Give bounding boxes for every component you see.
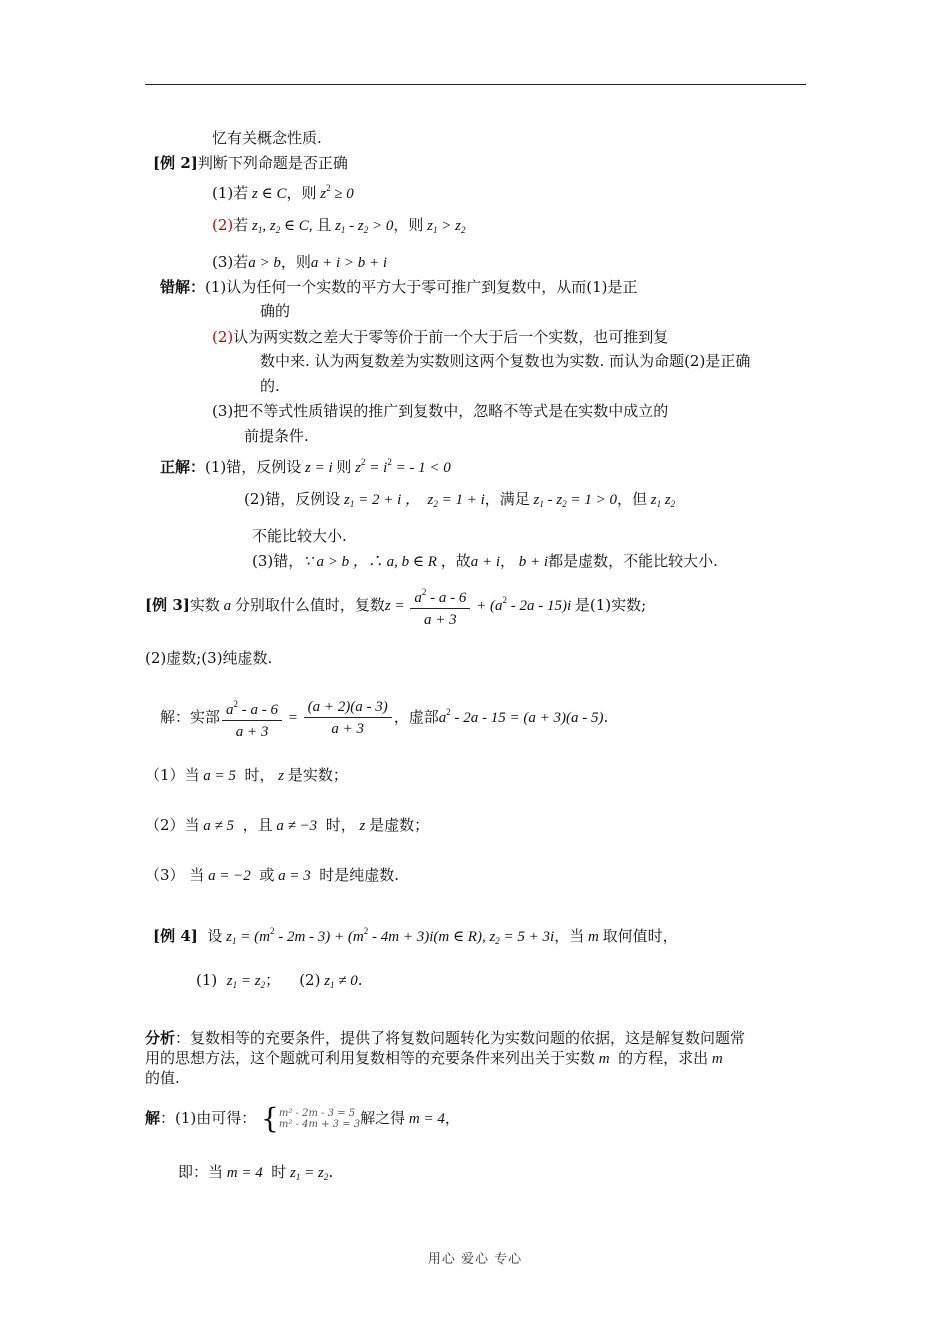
wrong-solution-1: 错解：(1)认为任何一个实数的平方大于零可推广到复数中，从而(1)是正 bbox=[160, 278, 638, 296]
wrong-solution-3: (3)把不等式性质错误的推广到复数中，忽略不等式是在实数中成立的 bbox=[212, 402, 669, 420]
wrong-solution-2: (2)认为两实数之差大于零等价于前一个大于后一个实数，也可推到复 bbox=[212, 328, 669, 346]
example-4-conclusion: 即：当 m = 4 时 $z_1 = z_2$. bbox=[178, 1163, 334, 1182]
page-footer: 用心 爱心 专心 bbox=[427, 1252, 523, 1267]
line-recall: 忆有关概念性质. bbox=[212, 129, 322, 147]
example-3-heading: [例 3]实数 a 分别取什么值时，复数z = $\frac{a^2 - a - 6}{a + 3}$ + $(a^2 - 2a - 15)i$ 是(1)实数; bbox=[145, 578, 646, 631]
example-3-solution: 解：实部 $\frac{a^2 - a - 6}{a + 3}$ = $\frac{(a + 2)(a - 3)}{a + 3}$ ，虚部$a^2 - 2a - 15 = (a + 3)(a - 5)$. bbox=[160, 690, 608, 743]
wrong-solution-3-cont: 前提条件. bbox=[244, 427, 309, 445]
proposition-3: (3)若a > b，则a + i > b + i bbox=[212, 253, 388, 271]
example-4-questions: (1) $z_1 = z_2$； (2) $z_1 \ne 0$. bbox=[196, 971, 363, 990]
correct-solution-3: (3)错，∵ a > b ，∴ a, b ∈ R ，故a + i， b + i都是虚数，不能比较大小. bbox=[252, 552, 718, 570]
case-3: （3） 当 a = −2 或 a = 3 时是纯虚数. bbox=[145, 866, 400, 884]
proposition-2: (2)若 $z_1$, $z_2$ ∈ C, 且 $z_1 - z_2 > 0$，则 $z_1 > z_2$ bbox=[212, 216, 466, 235]
example-4-solution: 解：(1)由可得： {m² - 2m - 3 = 5 m² - 4m + 3 = 3解之得 m = 4， bbox=[145, 1102, 460, 1135]
analysis-line-3: 的值. bbox=[145, 1069, 180, 1087]
correct-solution-2-cont: 不能比较大小. bbox=[252, 527, 347, 545]
correct-solution-1: 正解：(1)错，反例设 z = i 则 $z^2 = i^2$ = - 1 < 0 bbox=[160, 457, 451, 476]
header-rule bbox=[145, 84, 806, 85]
analysis-line-2: 用的思想方法，这个题就可利用复数相等的充要条件来列出关于实数 m 的方程，求出 m bbox=[145, 1049, 723, 1067]
wrong-solution-2-end: 的. bbox=[260, 377, 280, 395]
wrong-solution-1-cont: 确的 bbox=[260, 302, 291, 320]
example-2-heading: [例 2]判断下列命题是否正确 bbox=[153, 154, 348, 172]
case-1: （1）当 a = 5 时， z 是实数； bbox=[145, 766, 348, 784]
example-3-cont: (2)虚数;(3)纯虚数. bbox=[145, 649, 273, 667]
example-4-heading: [例 4] 设 $z_1 = (m^2 - 2m - 3) + (m^2 - 4m + 3)i(m$ ∈ R), $z_2 = 5 + 3i$，当 m 取何值时， bbox=[153, 926, 678, 946]
analysis-line-1: 分析：复数相等的充要条件，提供了将复数问题转化为实数问题的依据，这是解复数问题常 bbox=[145, 1029, 746, 1047]
correct-solution-2: (2)错，反例设 $z_1 = 2 + i$ ， $z_2 = 1 + i$，满足 $z_1 - z_2 = 1 > 0$，但 $z_1$ $z_2$ bbox=[244, 490, 676, 509]
wrong-solution-2-cont: 数中来. 认为两复数差为实数则这两个复数也为实数. 而认为命题(2)是正确 bbox=[260, 352, 751, 370]
proposition-1: (1)若 z ∈ C，则 $z^2 \ge 0$ bbox=[212, 183, 354, 202]
case-2: （2）当 a ≠ 5 ，且 a ≠ −3 时， z 是虚数； bbox=[145, 816, 430, 834]
